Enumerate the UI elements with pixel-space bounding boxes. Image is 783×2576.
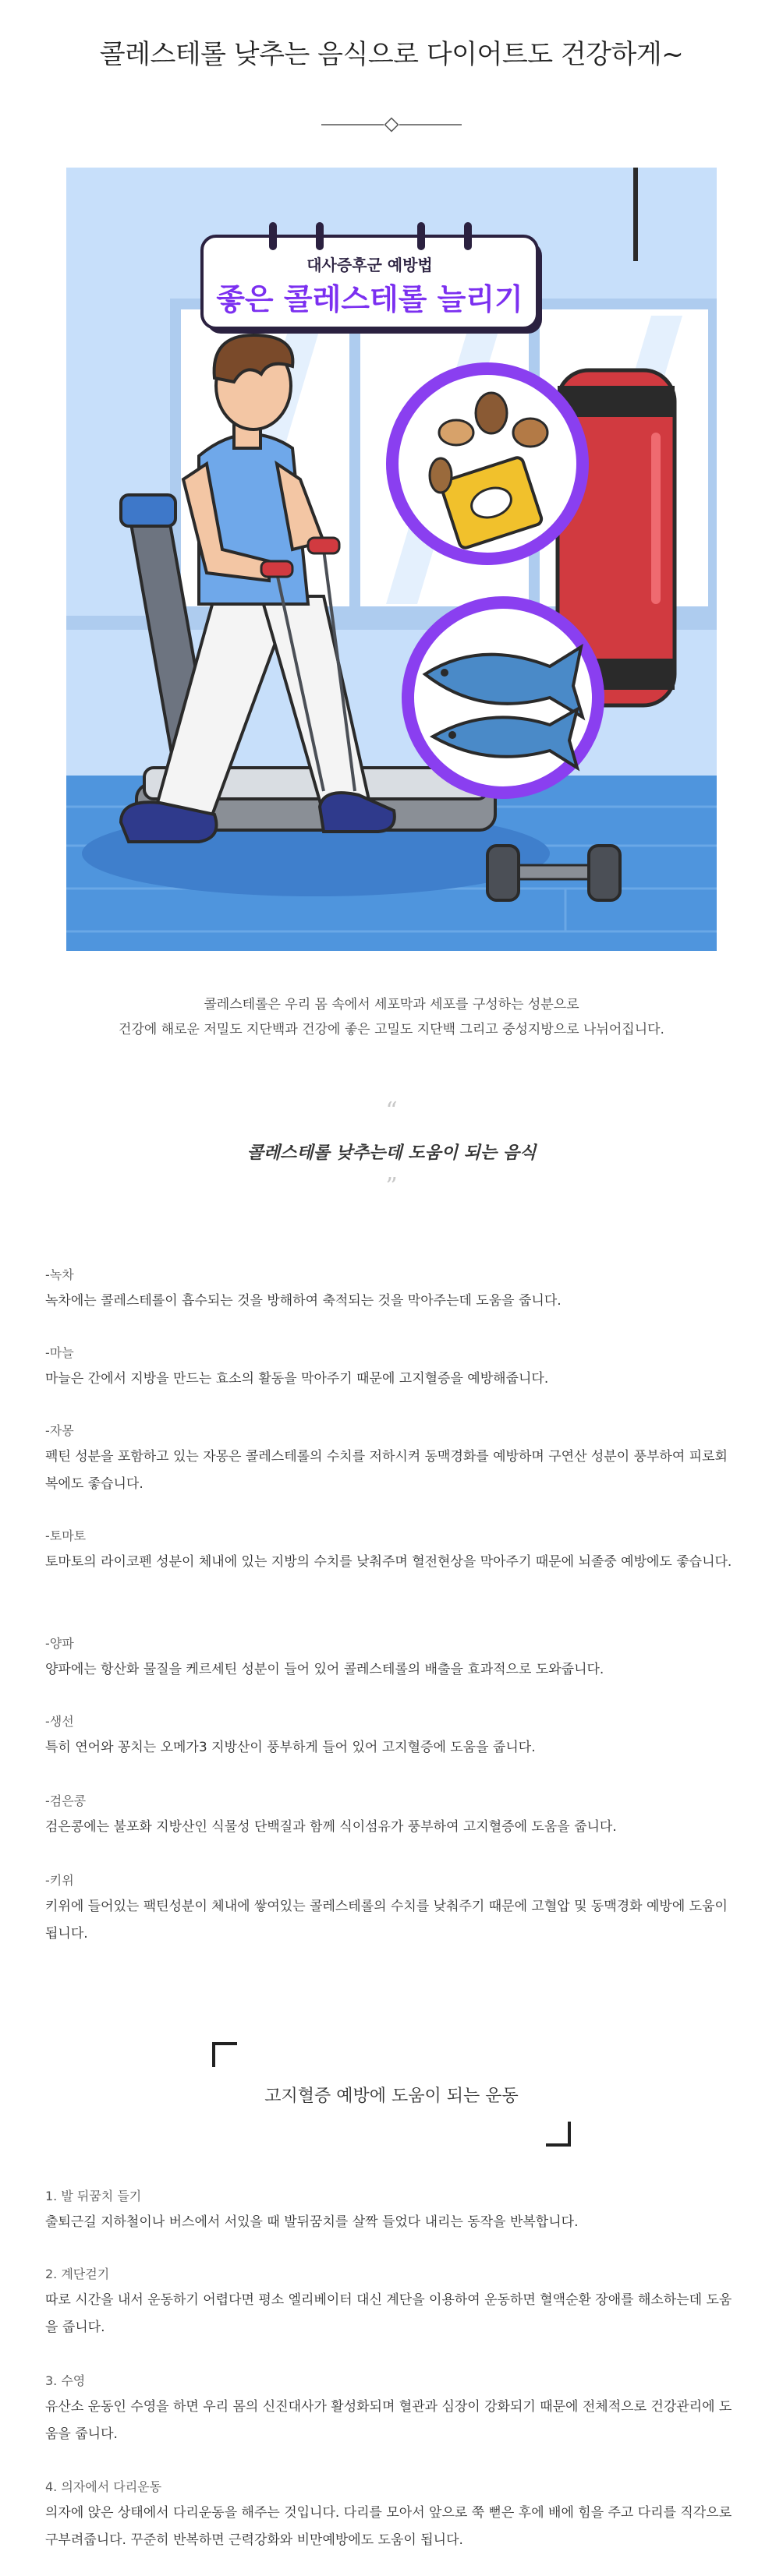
banner-subtitle: 대사증후군 예방법 <box>306 256 433 274</box>
list-item <box>45 1341 739 1393</box>
close-quote-mark: ” <box>385 1173 398 1200</box>
intro-text <box>0 992 783 1042</box>
page-title: 콜레스테롤 낮추는 음식으로 다이어트도 건강하게~ <box>99 39 684 70</box>
exercise-name: 2. 계단걷기 <box>45 2267 110 2281</box>
open-quote-mark: “ <box>385 1097 398 1125</box>
banner-sign <box>202 222 542 334</box>
food-description: 특히 연어와 꽁치는 오메가3 지방산이 풍부하게 들어 있어 고지혈증에 도움을 줍니다. <box>45 1740 536 1755</box>
exercise-description: 따로 시간을 내서 운동하기 어렵다면 평소 엘리베이터 대신 계단을 이용하여 운동하면 혈액순환 장애를 해소하는데 도움을 줍니다. <box>45 2292 732 2335</box>
list-item <box>45 1631 739 1684</box>
list-item <box>45 2369 739 2448</box>
food-name: -녹차 <box>45 1267 74 1282</box>
banner-title: 좋은 콜레스테롤 늘리기 <box>216 282 523 316</box>
title-divider <box>321 117 462 133</box>
list-item <box>45 1524 739 1576</box>
intro-line: 건강에 해로운 저밀도 지단백과 건강에 좋은 고밀도 지단백 그리고 중성지방으로 나뉘어집니다. <box>119 1022 664 1037</box>
list-item <box>45 2262 739 2341</box>
food-name: -마늘 <box>45 1345 74 1360</box>
food-section-heading: 콜레스테롤 낮추는데 도움이 되는 음식 <box>246 1143 537 1163</box>
exercise-description: 유산소 운동인 수영을 하면 우리 몸의 신진대사가 활성화되며 혈관과 심장이 강화되기 때문에 전체적으로 건강관리에 도움을 줍니다. <box>45 2399 732 2442</box>
list-item <box>45 2475 739 2554</box>
food-description: 마늘은 간에서 지방을 만드는 효소의 활동을 막아주기 때문에 고지혈증을 예방해줍니다. <box>45 1371 549 1387</box>
list-item <box>45 1789 739 1841</box>
heading-bracket-top-left <box>212 2042 237 2067</box>
food-description: 펙틴 성분을 포함하고 있는 자몽은 콜레스테롤의 수치를 저하시켜 동맥경화를 예방하며 구연산 성분이 풍부하여 피로회복에도 좋습니다. <box>45 1449 728 1492</box>
list-item <box>45 1419 739 1498</box>
heading-bracket-bottom-right <box>546 2122 571 2147</box>
food-description: 녹차에는 콜레스테롤이 흡수되는 것을 방해하여 축적되는 것을 막아주는데 도움을 줍니다. <box>45 1293 562 1309</box>
food-description: 키위에 들어있는 팩틴성분이 체내에 쌓여있는 콜레스테롤의 수치를 낮춰주기 때문에 고혈압 및 동맥경화 예방에 도움이 됩니다. <box>45 1899 728 1942</box>
exercise-description: 의자에 앉은 상태에서 다리운동을 해주는 것입니다. 다리를 모아서 앞으로 쭉 뻗은 후에 배에 힘을 주고 다리를 직각으로 구부려줍니다. 꾸준히 반복하면 근력강화와 비만예방에도 도움이 됩니다. <box>45 2505 732 2548</box>
food-name: -토마토 <box>45 1528 87 1543</box>
food-name: -키위 <box>45 1873 74 1888</box>
exercise-name: 3. 수영 <box>45 2373 86 2388</box>
food-name: -자몽 <box>45 1423 74 1438</box>
list-item <box>45 1263 739 1315</box>
food-description: 양파에는 항산화 물질을 케르세틴 성분이 들어 있어 콜레스테롤의 배출을 효과적으로 도와줍니다. <box>45 1662 604 1677</box>
food-description: 토마토의 라이코펜 성분이 체내에 있는 지방의 수치를 낮춰주며 혈전현상을 막아주기 때문에 뇌졸중 예방에도 좋습니다. <box>45 1554 732 1570</box>
exercise-section-heading: 고지혈증 예방에 도움이 되는 운동 <box>264 2087 519 2106</box>
food-name: -검은콩 <box>45 1793 87 1808</box>
exercise-description: 출퇴근길 지하철이나 버스에서 서있을 때 발뒤꿈치를 살짝 들었다 내리는 동작을 반복합니다. <box>45 2214 579 2230</box>
food-name: -양파 <box>45 1636 74 1651</box>
food-name: -생선 <box>45 1714 74 1729</box>
exercise-name: 4. 의자에서 다리운동 <box>45 2479 162 2494</box>
nuts-circle <box>386 362 589 565</box>
intro-line: 콜레스테롤은 우리 몸 속에서 세포막과 세포를 구성하는 성분으로 <box>204 997 579 1012</box>
exercise-name: 1. 발 뒤꿈치 들기 <box>45 2189 142 2203</box>
food-description: 검은콩에는 불포화 지방산인 식물성 단백질과 함께 식이섬유가 풍부하여 고지혈증에 도움을 줍니다. <box>45 1819 617 1835</box>
fish-circle <box>402 596 604 799</box>
list-item <box>45 1709 739 1762</box>
list-item <box>45 1868 739 1948</box>
hero-illustration <box>66 168 717 951</box>
list-item <box>45 2184 739 2236</box>
